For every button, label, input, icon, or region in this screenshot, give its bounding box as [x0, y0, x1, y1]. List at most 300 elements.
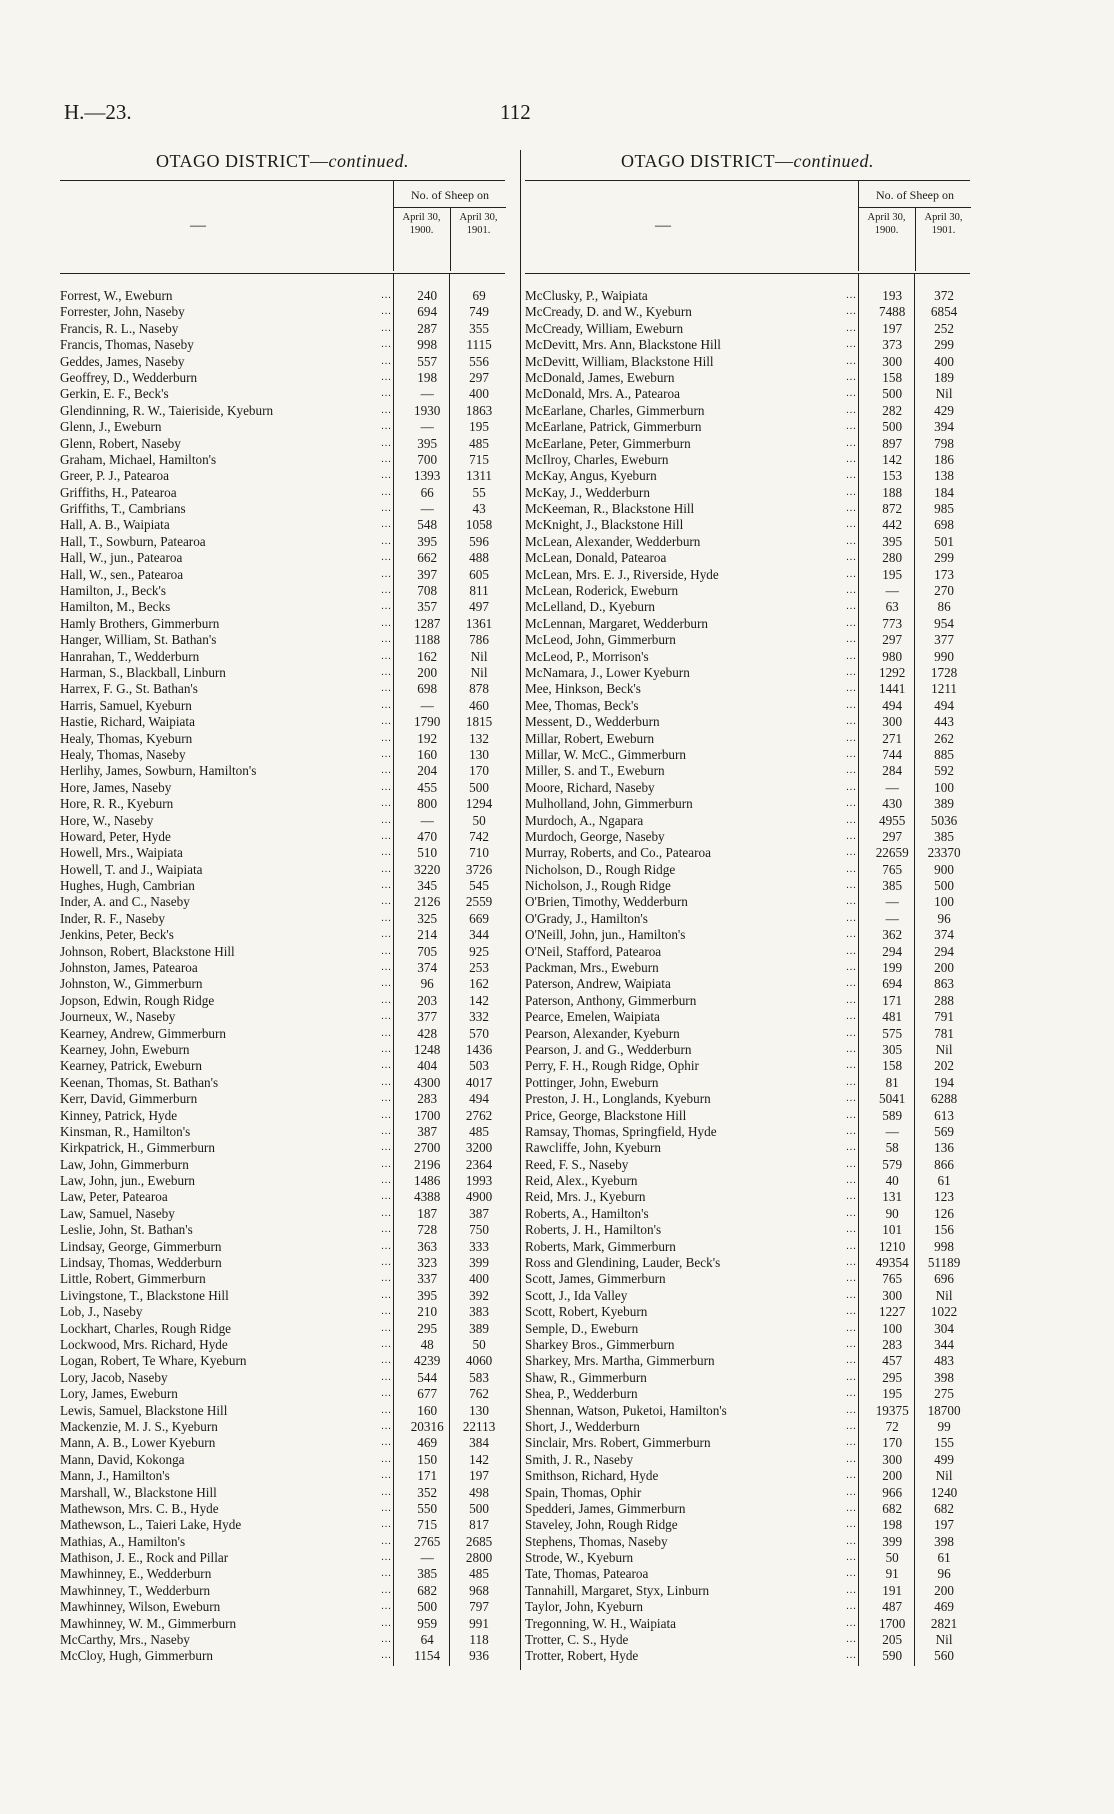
leader-dots: ...: [846, 1404, 857, 1416]
sheep-1900: 283: [882, 1337, 903, 1352]
table-row: [60, 436, 505, 452]
table-row: [60, 1435, 505, 1451]
table-row: [60, 1255, 505, 1271]
table-row: [525, 1517, 970, 1533]
leader-dots: ...: [381, 322, 392, 334]
table-row: [60, 649, 505, 665]
sheep-1900: 96: [420, 976, 434, 992]
table-row: [60, 386, 505, 402]
owner-name: Mee, Hinkson, Beck's: [525, 681, 641, 697]
sheep-1900: 557: [417, 353, 438, 369]
owner-name: McLelland, D., Kyeburn: [525, 599, 656, 615]
sheep-1900: 744: [882, 746, 903, 762]
sheep-1900: 345: [417, 878, 438, 894]
owner-name: Forrester, John, Naseby: [60, 304, 185, 320]
sheep-1901: 4017: [465, 1074, 493, 1090]
sheep-1901: 1294: [465, 796, 493, 812]
table-row: [60, 616, 505, 632]
owner-name: Sharkey, Mrs. Martha, Gimmerburn: [525, 1353, 715, 1369]
sheep-1901: 142: [469, 1451, 489, 1467]
left-table-title: [60, 150, 505, 180]
table-row: [60, 976, 505, 992]
sheep-1900: 1292: [878, 664, 906, 680]
owner-name: Forrest, W., Eweburn: [60, 288, 173, 303]
owner-name: Spedderi, James, Gimmerburn: [525, 1500, 686, 1516]
owner-name: Mawhinney, E., Wedderburn: [60, 1566, 212, 1582]
sheep-1900: 1227: [878, 1304, 906, 1320]
sheep-1900: 214: [417, 927, 438, 943]
owner-name: Reid, Alex., Kyeburn: [525, 1173, 638, 1189]
owner-name: Livingstone, T., Blackstone Hill: [60, 1287, 229, 1303]
sheep-1900: 210: [417, 1304, 438, 1320]
sheep-1900: 4300: [413, 1074, 441, 1090]
sheep-1900: —: [420, 501, 434, 517]
leader-dots: ...: [381, 1306, 392, 1318]
sheep-1901: 429: [934, 402, 954, 418]
sheep-1900: 404: [417, 1058, 438, 1074]
leader-dots: ...: [846, 486, 857, 498]
sheep-1900: 90: [885, 1205, 899, 1221]
leader-dots: ...: [381, 421, 392, 433]
owner-name: Leslie, John, St. Bathan's: [60, 1222, 193, 1238]
sheep-1901: Nil: [470, 664, 488, 680]
sheep-1901: 333: [469, 1238, 489, 1254]
sheep-1900: 374: [417, 960, 438, 976]
sheep-1901: 485: [469, 1566, 489, 1582]
leader-dots: ...: [381, 1322, 392, 1334]
right-sheep-group-header: [858, 181, 971, 271]
table-row: [60, 1566, 505, 1582]
owner-name: Kerr, David, Gimmerburn: [60, 1091, 198, 1107]
column-rule: [858, 274, 859, 1666]
sheep-1900: 694: [417, 304, 438, 320]
sheep-1900: 765: [882, 861, 903, 877]
sheep-1901: 99: [937, 1418, 951, 1434]
table-row: [525, 1583, 970, 1599]
sheep-1900: 199: [882, 960, 903, 976]
sheep-1901: 18700: [927, 1402, 961, 1418]
sheep-1900: 192: [417, 730, 438, 746]
sheep-1900: —: [420, 697, 434, 713]
left-sheep-group-header: [393, 181, 506, 271]
owner-name: Lory, James, Eweburn: [60, 1386, 178, 1402]
leader-dots: ...: [381, 519, 392, 531]
table-row: [525, 501, 970, 517]
owner-name: Tregonning, W. H., Waipiata: [525, 1615, 676, 1631]
table-row: [525, 550, 970, 566]
table-row: [60, 550, 505, 566]
leader-dots: ...: [846, 765, 857, 777]
table-row: [525, 1599, 970, 1615]
sheep-1900: 193: [882, 288, 903, 303]
owner-name: Strode, W., Kyeburn: [525, 1550, 634, 1566]
leader-dots: ...: [381, 1076, 392, 1088]
table-row: [60, 1452, 505, 1468]
leader-dots: ...: [846, 1617, 857, 1629]
sheep-1900: 500: [882, 386, 903, 402]
leader-dots: ...: [381, 1601, 392, 1613]
table-row: [60, 1468, 505, 1484]
table-row: [60, 1026, 505, 1042]
sheep-1901: 398: [934, 1369, 954, 1385]
sheep-1900: 101: [882, 1222, 903, 1238]
sheep-1900: 240: [417, 288, 438, 303]
sheep-1900: 72: [885, 1418, 899, 1434]
sheep-1900: 385: [417, 1566, 438, 1582]
leader-dots: ...: [381, 1502, 392, 1514]
table-row: [525, 1485, 970, 1501]
table-row: [525, 845, 970, 861]
leader-dots: ...: [381, 847, 392, 859]
sheep-1900: 705: [417, 943, 438, 959]
sheep-1901: 1211: [931, 681, 958, 697]
leader-dots: ...: [381, 585, 392, 597]
owner-name: Semple, D., Eweburn: [525, 1320, 639, 1336]
sheep-1901: 252: [934, 320, 954, 336]
owner-name: Lockwood, Mrs. Richard, Hyde: [60, 1337, 228, 1352]
table-row: [525, 534, 970, 550]
leader-dots: ...: [381, 437, 392, 449]
sheep-1900: 357: [417, 599, 438, 615]
table-row: [60, 632, 505, 648]
sheep-1901: 22113: [462, 1418, 496, 1434]
owner-name: Shennan, Watson, Puketoi, Hamilton's: [525, 1402, 727, 1418]
table-row: [525, 1222, 970, 1238]
sheep-1900: 399: [882, 1533, 903, 1549]
leader-dots: ...: [381, 1175, 392, 1187]
owner-name: Scott, James, Gimmerburn: [525, 1271, 666, 1287]
owner-name: McCloy, Hugh, Gimmerburn: [60, 1648, 213, 1664]
table-row: [60, 813, 505, 829]
owner-name: Millar, Robert, Eweburn: [525, 730, 655, 746]
owner-name: Graham, Michael, Hamilton's: [60, 451, 217, 467]
sheep-1900: 7488: [878, 304, 906, 320]
sheep-1900: 200: [417, 664, 438, 680]
owner-name: Lob, J., Naseby: [60, 1304, 143, 1320]
table-row: [525, 337, 970, 353]
owner-name: McLean, Donald, Patearoa: [525, 550, 667, 566]
table-row: [525, 681, 970, 697]
sheep-1901: 498: [469, 1484, 489, 1500]
leader-dots: ...: [846, 1502, 857, 1514]
page-number: 112: [500, 100, 531, 124]
leader-dots: ...: [846, 1568, 857, 1580]
table-row: [525, 1189, 970, 1205]
sheep-1901: 485: [469, 1123, 489, 1139]
sheep-1901: 355: [469, 320, 489, 336]
leader-dots: ...: [846, 847, 857, 859]
owner-name: McKeeman, R., Blackstone Hill: [525, 501, 695, 517]
owner-name: O'Grady, J., Hamilton's: [525, 910, 648, 926]
leader-dots: ...: [846, 1109, 857, 1121]
leader-dots: ...: [846, 568, 857, 580]
sheep-1900: 20316: [410, 1418, 444, 1434]
table-row: [525, 813, 970, 829]
left-group-title: No. of Sheep on: [394, 181, 506, 208]
leader-dots: ...: [381, 994, 392, 1006]
leader-dots: ...: [846, 306, 857, 318]
sheep-1901: 399: [469, 1255, 489, 1271]
leader-dots: ...: [381, 617, 392, 629]
sheep-1900: 682: [417, 1582, 438, 1598]
sheep-1901: 460: [469, 697, 489, 713]
owner-name: Glenn, Robert, Naseby: [60, 435, 181, 451]
leader-dots: ...: [381, 732, 392, 744]
table-row: [60, 1271, 505, 1287]
owner-name: Mawhinney, Wilson, Eweburn: [60, 1599, 221, 1615]
owner-name: McLean, Mrs. E. J., Riverside, Hyde: [525, 566, 719, 582]
owner-name: Murdoch, A., Ngapara: [525, 812, 644, 828]
table-row: [60, 321, 505, 337]
table-row: [60, 681, 505, 697]
sheep-1900: 575: [882, 1025, 903, 1041]
sheep-1901: 200: [934, 1582, 954, 1598]
sheep-1900: 1486: [413, 1173, 441, 1189]
sheep-1900: 1930: [413, 402, 441, 418]
table-row: [60, 1534, 505, 1550]
table-row: [525, 1009, 970, 1025]
table-row: [60, 1616, 505, 1632]
owner-name: Kinsman, R., Hamilton's: [60, 1123, 191, 1139]
sheep-1900: 170: [882, 1435, 903, 1451]
leader-dots: ...: [381, 912, 392, 924]
sheep-1900: 2700: [413, 1140, 441, 1156]
sheep-1901: 294: [934, 943, 954, 959]
leader-dots: ...: [381, 1437, 392, 1449]
owner-name: Harman, S., Blackball, Linburn: [60, 664, 226, 680]
table-row: [60, 1648, 505, 1664]
sheep-1900: 271: [882, 730, 903, 746]
leader-dots: ...: [381, 552, 392, 564]
sheep-1901: 170: [469, 763, 489, 779]
sheep-1901: 383: [469, 1304, 489, 1320]
sheep-1900: 297: [882, 632, 903, 648]
sheep-1900: 385: [882, 878, 903, 894]
owner-name: Herlihy, James, Sowburn, Hamilton's: [60, 763, 257, 779]
right-title-suffix: continued.: [793, 151, 875, 171]
leader-dots: ...: [381, 765, 392, 777]
table-row: [525, 452, 970, 468]
sheep-1900: 325: [417, 910, 438, 926]
sheep-1901: 791: [934, 1009, 954, 1025]
table-row: [525, 1337, 970, 1353]
owner-name: Hore, W., Naseby: [60, 812, 154, 828]
table-row: [525, 1124, 970, 1140]
leader-dots: ...: [381, 1568, 392, 1580]
sheep-1900: 153: [882, 468, 903, 484]
sheep-1901: 936: [469, 1648, 489, 1664]
owner-name: McCready, William, Eweburn: [525, 320, 684, 336]
table-row: [60, 1583, 505, 1599]
owner-name: McEarlane, Charles, Gimmerburn: [525, 402, 705, 418]
sheep-1901: 669: [469, 910, 489, 926]
owner-name: Mawhinney, T., Wedderburn: [60, 1582, 211, 1598]
sheep-1901: 500: [469, 1500, 489, 1516]
leader-dots: ...: [381, 1519, 392, 1531]
leader-dots: ...: [846, 683, 857, 695]
leader-dots: ...: [846, 519, 857, 531]
leader-dots: ...: [846, 290, 857, 301]
table-row: [60, 1353, 505, 1369]
leader-dots: ...: [381, 1617, 392, 1629]
leader-dots: ...: [381, 1240, 392, 1252]
sheep-1900: 191: [882, 1582, 903, 1598]
table-row: [60, 403, 505, 419]
left-table: [60, 150, 505, 1665]
owner-name: Ross and Glendining, Lauder, Beck's: [525, 1255, 721, 1271]
table-row: [60, 1058, 505, 1074]
sheep-1901: 6288: [930, 1091, 958, 1107]
sheep-1900: 282: [882, 402, 903, 418]
sheep-1901: 118: [469, 1632, 489, 1648]
leader-dots: ...: [846, 912, 857, 924]
owner-name: Pearson, J. and G., Wedderburn: [525, 1041, 692, 1057]
leader-dots: ...: [381, 1552, 392, 1564]
owner-name: Glenn, J., Eweburn: [60, 419, 162, 435]
sheep-1900: 500: [417, 1599, 438, 1615]
leader-dots: ...: [846, 371, 857, 383]
leader-dots: ...: [846, 421, 857, 433]
sheep-1901: 968: [469, 1582, 489, 1598]
table-row: [525, 632, 970, 648]
table-row: [525, 796, 970, 812]
leader-dots: ...: [846, 1306, 857, 1318]
sheep-1901: 50: [472, 812, 486, 828]
sheep-1900: 64: [420, 1632, 434, 1648]
table-row: [525, 1108, 970, 1124]
sheep-1900: 387: [417, 1123, 438, 1139]
owner-name: Hore, James, Naseby: [60, 779, 172, 795]
leader-dots: ...: [846, 830, 857, 842]
table-row: [525, 698, 970, 714]
leader-dots: ...: [381, 798, 392, 810]
owner-name: Staveley, John, Rough Ridge: [525, 1517, 678, 1533]
sheep-1900: 22659: [875, 845, 909, 861]
sheep-1901: 750: [469, 1222, 489, 1238]
leader-dots: ...: [846, 1191, 857, 1203]
sheep-1901: Nil: [935, 1468, 953, 1484]
sheep-1900: 428: [417, 1025, 438, 1041]
table-row: [60, 337, 505, 353]
table-row: [525, 321, 970, 337]
sheep-1900: 150: [417, 1451, 438, 1467]
owner-name: Geoffrey, D., Wedderburn: [60, 369, 198, 385]
leader-dots: ...: [846, 1125, 857, 1137]
owner-name: Messent, D., Wedderburn: [525, 714, 660, 730]
sheep-1901: 55: [472, 484, 486, 500]
leader-dots: ...: [381, 1027, 392, 1039]
owner-name: Mathewson, Mrs. C. B., Hyde: [60, 1500, 219, 1516]
leader-dots: ...: [381, 1634, 392, 1646]
sheep-1900: 4388: [413, 1189, 441, 1205]
sheep-1900: 579: [882, 1156, 903, 1172]
sheep-1901: 194: [934, 1074, 954, 1090]
table-row: [60, 862, 505, 878]
sheep-1901: 863: [934, 976, 954, 992]
table-row: [60, 1108, 505, 1124]
leader-dots: ...: [846, 1011, 857, 1023]
sheep-1900: 1393: [413, 468, 441, 484]
sheep-1901: 43: [472, 501, 486, 517]
sheep-1901: 798: [934, 435, 954, 451]
owner-name: Nicholson, J., Rough Ridge: [525, 878, 671, 894]
leader-dots: ...: [381, 1420, 392, 1432]
owner-name: Journeux, W., Naseby: [60, 1009, 176, 1025]
left-col-1900: April 30, 1900.: [402, 212, 441, 236]
sheep-1901: 86: [937, 599, 951, 615]
table-row: [60, 452, 505, 468]
leader-dots: ...: [381, 601, 392, 613]
leader-dots: ...: [846, 388, 857, 400]
sheep-1900: 58: [885, 1140, 899, 1156]
left-col-1901: April 30, 1901.: [450, 207, 506, 271]
sheep-1901: 682: [934, 1500, 954, 1516]
leader-dots: ...: [381, 355, 392, 367]
sheep-1901: 991: [469, 1615, 489, 1631]
owner-name: Gerkin, E. F., Beck's: [60, 386, 169, 402]
leader-dots: ...: [381, 470, 392, 482]
right-title-text: OTAGO DISTRICT—: [620, 151, 794, 171]
owner-name: Lindsay, George, Gimmerburn: [60, 1238, 222, 1254]
owner-name: Mulholland, John, Gimmerburn: [525, 796, 693, 812]
leader-dots: ...: [381, 1470, 392, 1482]
table-row: [60, 927, 505, 943]
owner-name: Perry, F. H., Rough Ridge, Ophir: [525, 1058, 699, 1074]
owner-name: McEarlane, Patrick, Gimmerburn: [525, 419, 702, 435]
owner-name: Hastie, Richard, Waipiata: [60, 714, 195, 730]
table-row: [525, 1566, 970, 1582]
table-row: [525, 1616, 970, 1632]
owner-name: Howell, Mrs., Waipiata: [60, 845, 183, 861]
table-row: [525, 1026, 970, 1042]
leader-dots: ...: [846, 1519, 857, 1531]
sheep-1901: 270: [934, 583, 954, 599]
table-row: [525, 1534, 970, 1550]
sheep-1901: 500: [934, 878, 954, 894]
sheep-1901: 483: [934, 1353, 954, 1369]
sheep-1900: 160: [417, 746, 438, 762]
table-row: [525, 1550, 970, 1566]
leader-dots: ...: [846, 1634, 857, 1646]
owner-name: Hamilton, J., Beck's: [60, 583, 167, 599]
sheep-1901: 332: [469, 1009, 489, 1025]
owner-name: Sinclair, Mrs. Robert, Gimmerburn: [525, 1435, 711, 1451]
table-row: [60, 796, 505, 812]
sheep-1901: 372: [934, 288, 954, 303]
leader-dots: ...: [381, 290, 392, 301]
sheep-1900: 2126: [413, 894, 441, 910]
leader-dots: ...: [846, 994, 857, 1006]
sheep-1901: 398: [934, 1533, 954, 1549]
owner-name: Stephens, Thomas, Naseby: [525, 1533, 668, 1549]
table-row: [525, 1140, 970, 1156]
table-row: [525, 960, 970, 976]
leader-dots: ...: [846, 503, 857, 515]
owner-name: Short, J., Wedderburn: [525, 1418, 640, 1434]
table-row: [525, 485, 970, 501]
table-row: [525, 911, 970, 927]
leader-dots: ...: [381, 339, 392, 351]
table-row: [525, 1091, 970, 1107]
sheep-1901: 392: [469, 1287, 489, 1303]
leader-dots: ...: [846, 1158, 857, 1170]
sheep-1901: 817: [469, 1517, 489, 1533]
sheep-1901: 866: [934, 1156, 954, 1172]
sheep-1900: 550: [417, 1500, 438, 1516]
owner-name: Law, Peter, Patearoa: [60, 1189, 168, 1205]
sheep-1900: 470: [417, 828, 438, 844]
sheep-1901: 1022: [930, 1304, 958, 1320]
